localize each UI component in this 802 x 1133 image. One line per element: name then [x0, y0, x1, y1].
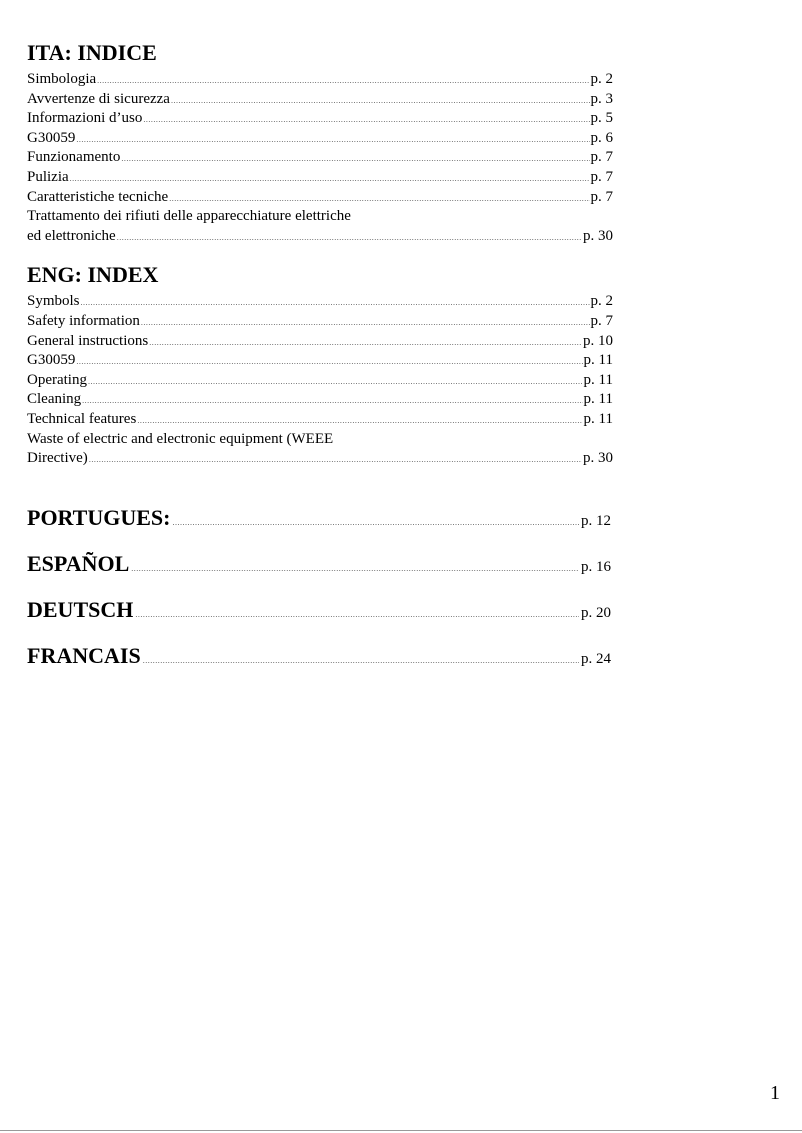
dot-leader [141, 319, 590, 327]
eng-section [27, 262, 613, 468]
lang-label: ESPAÑOL [27, 551, 130, 576]
toc-entry-weee [27, 449, 613, 469]
bottom-divider [0, 1130, 802, 1131]
dot-leader [81, 299, 590, 307]
lang-label: FRANCAIS [27, 643, 141, 668]
toc-entry-page: p. 7 [590, 149, 613, 166]
dot-leader [82, 397, 582, 405]
dot-leader [89, 456, 582, 464]
dot-leader [149, 339, 582, 347]
toc-entry-page: p. 30 [583, 450, 613, 467]
toc-entry-page: p. 2 [590, 293, 613, 310]
toc-entry-label: Operating [27, 371, 87, 388]
toc-entry-simbologia [27, 70, 613, 90]
toc-entry-label: ed elettroniche [27, 227, 116, 244]
toc-entry-page: p. 6 [590, 129, 613, 146]
dot-leader [88, 378, 583, 386]
toc-entry-safety [27, 312, 613, 332]
other-languages-list [27, 505, 611, 689]
dot-leader [143, 116, 589, 124]
toc-entry-label: Simbologia [27, 71, 97, 87]
dot-leader [117, 234, 582, 242]
toc-entry-page: p. 5 [590, 110, 613, 127]
toc-entry-page: p. 10 [583, 332, 613, 349]
toc-entry-pulizia [27, 168, 613, 188]
dot-leader [76, 358, 582, 366]
dot-leader [76, 136, 589, 144]
toc-entry-waste-line1: Trattamento dei rifiuti delle apparecchiature elettriche [27, 208, 351, 225]
toc-entry-page: p. 3 [590, 90, 613, 107]
table-of-contents [27, 40, 613, 469]
dot-leader [135, 610, 579, 619]
eng-heading: ENG: INDEX [27, 262, 159, 288]
toc-entry-page: p. 30 [583, 227, 613, 244]
toc-entry-page: p. 7 [590, 168, 613, 185]
dot-leader [171, 97, 590, 105]
toc-entry-page: p. 7 [590, 312, 613, 329]
ita-section [27, 40, 613, 246]
dot-leader [169, 195, 589, 203]
toc-entry-portugues [27, 505, 611, 551]
toc-entry-label: Caratteristiche tecniche [27, 188, 169, 205]
toc-entry-waste [27, 227, 613, 247]
toc-entry-technical [27, 410, 613, 430]
toc-entry-caratteristiche [27, 188, 613, 208]
toc-entry-label: Cleaning [27, 391, 82, 408]
toc-entry-label: Funzionamento [27, 149, 121, 166]
toc-entry-page: p. 11 [583, 371, 613, 388]
toc-entry-avvertenze [27, 90, 613, 110]
toc-entry-label: Technical features [27, 410, 137, 427]
toc-entry-deutsch [27, 597, 611, 643]
toc-entry-espanol [27, 551, 611, 597]
ita-heading: ITA: INDICE [27, 40, 157, 65]
toc-entry-cleaning [27, 390, 613, 410]
dot-leader [70, 175, 590, 183]
toc-entry-label: Avvertenze di sicurezza [27, 90, 170, 107]
lang-label: DEUTSCH [27, 597, 134, 622]
lang-label: PORTUGUES: [27, 505, 171, 530]
dot-leader [137, 417, 582, 425]
toc-entry-page: p. 2 [590, 71, 613, 87]
toc-entry-general [27, 332, 613, 352]
toc-entry-weee-line1: Waste of electric and electronic equipment (WEEE [27, 430, 334, 447]
toc-entry-page: p. 11 [583, 352, 613, 369]
toc-entry-label: Safety information [27, 312, 140, 329]
toc-entry-francais [27, 643, 611, 689]
toc-entry-label: Pulizia [27, 168, 69, 185]
toc-entry-label: G30059 [27, 352, 76, 369]
page-number: 1 [770, 1082, 780, 1104]
dot-leader [131, 564, 579, 573]
dot-leader [143, 656, 579, 665]
lang-page: p. 20 [581, 605, 611, 621]
lang-page: p. 16 [581, 559, 611, 575]
toc-entry-label: G30059 [27, 129, 76, 146]
dot-leader [97, 77, 589, 85]
dot-leader [172, 518, 579, 527]
lang-page: p. 12 [581, 513, 611, 529]
toc-entry-funzionamento [27, 148, 613, 168]
toc-entry-page: p. 11 [583, 410, 613, 427]
dot-leader [121, 155, 589, 163]
toc-entry-g30059-eng [27, 351, 613, 371]
toc-entry-symbols [27, 292, 613, 312]
toc-entry-label: Symbols [27, 293, 80, 310]
toc-entry-label: Directive) [27, 450, 88, 467]
toc-entry-label: General instructions [27, 332, 149, 349]
toc-entry-informazioni [27, 109, 613, 129]
toc-entry-page: p. 7 [590, 188, 613, 205]
toc-entry-g30059 [27, 129, 613, 149]
lang-page: p. 24 [581, 651, 611, 667]
toc-entry-page: p. 11 [583, 391, 613, 408]
toc-entry-label: Informazioni d’uso [27, 110, 143, 127]
toc-entry-operating [27, 371, 613, 391]
